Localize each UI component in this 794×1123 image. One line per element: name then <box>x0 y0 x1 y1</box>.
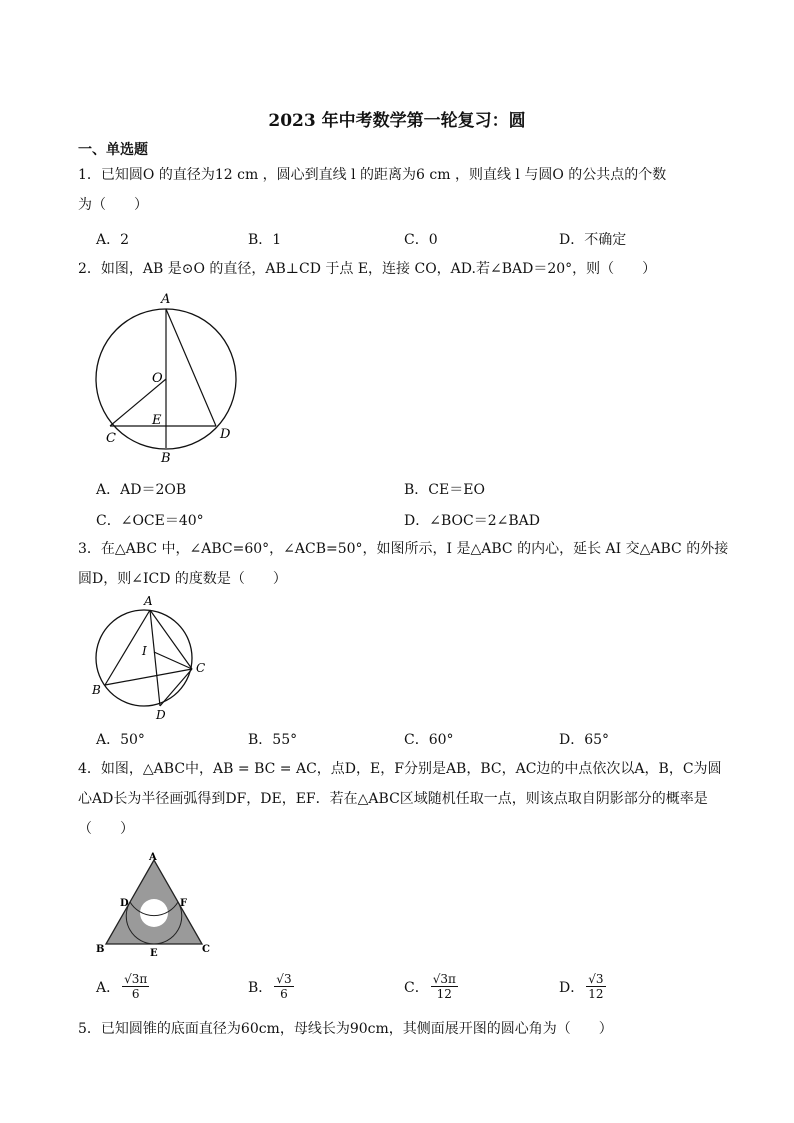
q4-option-d[interactable] <box>559 972 606 1001</box>
q4-option-a[interactable] <box>96 972 149 1001</box>
q3-option-b[interactable]: B．55° <box>248 732 298 748</box>
q4-option-d-letter: D． <box>559 979 585 996</box>
q4-option-a-fraction: $\frac{√3\pi}{6}$ <box>124 972 148 1001</box>
q4-option-c-fraction: $\frac{√3\pi}{12}$ <box>432 972 456 1001</box>
q3-circle-figure <box>88 592 218 724</box>
section-heading: 一、单选题 <box>78 142 148 158</box>
q4-label-c: C <box>202 944 210 955</box>
q2-label-b: B <box>161 451 171 466</box>
q4-option-b-fraction: $\frac{√3}{6}$ <box>276 972 292 1001</box>
q4-option-a-letter: A． <box>96 979 121 996</box>
q2-label-o: O <box>152 371 163 386</box>
q2-label-d: D <box>220 427 231 442</box>
q1-option-a[interactable]: A．2 <box>96 232 130 248</box>
q4-label-d: D <box>120 898 129 909</box>
q4-label-b: B <box>96 944 105 955</box>
q3-label-i: I <box>142 644 147 658</box>
q4-text-line1: 4．如图，△ABC中，AB = BC = AC，点D，E，F分别是AB，BC，AC边的中点依次以A，B，C为圆 <box>78 761 722 777</box>
q1-option-d[interactable]: D．不确定 <box>559 232 627 248</box>
q4-option-c[interactable] <box>404 972 458 1001</box>
q2-label-c: C <box>106 431 116 446</box>
q3-circle <box>96 610 192 706</box>
q2-option-a[interactable]: A．AD＝2OB <box>96 482 187 498</box>
q4-text-line2: 心AD长为半径画弧得到DF，DE，EF．若在△ABC区域随机任取一点，则该点取自阴影部分的概率是 <box>78 791 708 807</box>
page-title: 2023 年中考数学第一轮复习：圆 <box>268 111 526 131</box>
q2-text-line1: 2．如图，AB 是⊙O 的直径，AB⊥CD 于点 E，连接 CO，AD.若∠BAD＝20°，则（ ） <box>78 261 657 277</box>
q1-text-line1: 1．已知圆O 的直径为12 cm ，圆心到直线 l 的距离为6 cm ，则直线 l 与圆O 的公共点的个数 <box>78 167 667 183</box>
q2-label-a: A <box>161 292 171 307</box>
q2-option-c[interactable]: C．∠OCE＝40° <box>96 513 204 529</box>
q4-label-f: F <box>180 898 188 909</box>
q3-label-d: D <box>156 708 166 722</box>
q1-option-b[interactable]: B．1 <box>248 232 282 248</box>
q5-text-line1: 5．已知圆锥的底面直径为60cm，母线长为90cm，其侧面展开图的圆心角为（ ） <box>78 1021 613 1037</box>
q1-option-c[interactable]: C．0 <box>404 232 438 248</box>
q3-option-c[interactable]: C．60° <box>404 732 454 748</box>
q4-label-a: A <box>149 852 157 863</box>
q4-triangle-figure <box>92 850 216 960</box>
q3-label-c: C <box>196 661 206 675</box>
q3-text-line2: 圆D，则∠ICD 的度数是（ ） <box>78 571 287 587</box>
q3-text-line1: 3．在△ABC 中，∠ABC=60°，∠ACB=50°，如图所示，I 是△ABC 的内心，延长 AI 交△ABC 的外接 <box>78 541 729 557</box>
q3-label-b: B <box>92 683 101 697</box>
q3-option-a[interactable]: A．50° <box>96 732 145 748</box>
q4-option-b[interactable] <box>248 972 294 1001</box>
q4-text-line3: （ ） <box>78 821 134 837</box>
q3-label-a: A <box>144 594 153 608</box>
q2-option-d[interactable]: D．∠BOC＝2∠BAD <box>404 513 540 529</box>
q4-option-b-letter: B． <box>248 979 273 996</box>
q1-text-line2: 为（ ） <box>78 197 148 213</box>
q4-label-e: E <box>150 948 158 959</box>
q4-option-d-fraction: $\frac{√3}{12}$ <box>588 972 604 1001</box>
q2-label-e: E <box>152 413 162 428</box>
q2-option-b[interactable]: B．CE＝EO <box>404 482 485 498</box>
q2-circle-figure <box>88 288 248 468</box>
q3-option-d[interactable]: D．65° <box>559 732 610 748</box>
q4-option-c-letter: C． <box>404 979 429 996</box>
